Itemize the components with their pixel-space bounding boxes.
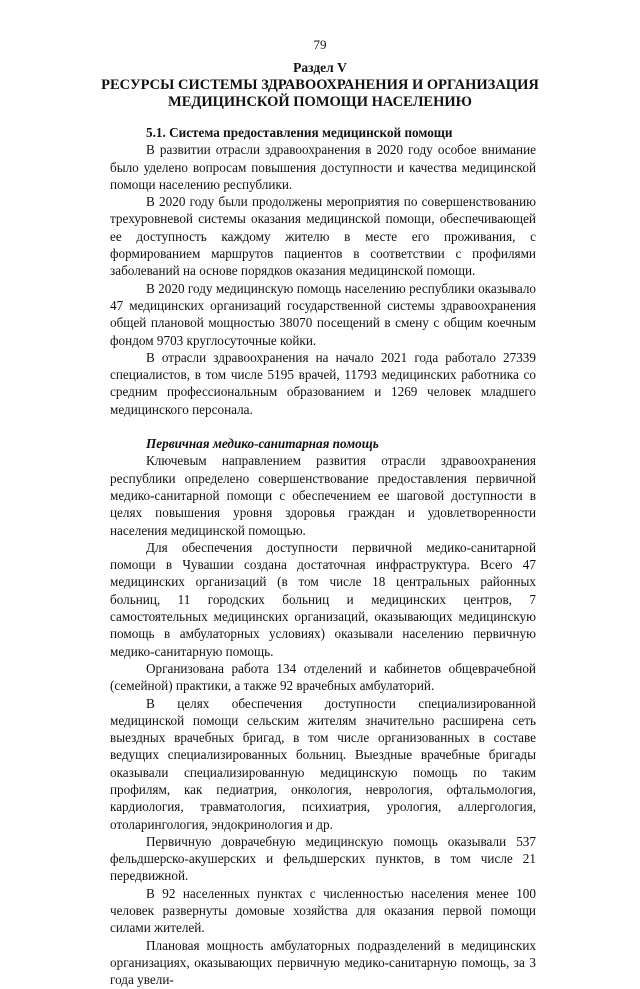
primary-care-heading: Первичная медико-санитарная помощь: [146, 436, 379, 452]
page-number: 79: [313, 37, 327, 52]
subsection-heading: 5.1. Система предоставления медицинской помощи: [146, 125, 453, 140]
paragraph: В 2020 году медицинскую помощь населению республики оказывало 47 медицинских организаций государственной системы здравоохранения общей плановой мощностью 38070 посещений в смену с общим коечным фондом 9703 круглосуточные койки.: [110, 280, 536, 348]
paragraph: Плановая мощность амбулаторных подразделений в медицинских организациях, оказывающих первичную медико-санитарную помощь, за 3 года увели-: [110, 937, 536, 988]
paragraph: В 92 населенных пунктах с численностью населения менее 100 человек развернуты домовые хозяйства для оказания первой помощи силами жителей.: [110, 885, 536, 936]
paragraph: Организована работа 134 отделений и кабинетов общеврачебной (семейной) практики, а также 92 врачебных амбулаторий.: [110, 660, 536, 694]
paragraph: В отрасли здравоохранения на начало 2021 года работало 27339 специалистов, в том числе 5195 врачей, 11793 медицинских работника со средним профессиональным образованием и 1269 человек младшего медицинского персонала.: [110, 349, 536, 417]
paragraph: Ключевым направлением развития отрасли здравоохранения республики определено совершенствование предоставления первичной медико-санитарной помощи с обеспечением ее шаговой доступности в целях повышения уровня здоровья граждан и удовлетворенности населения медицинской помощью.: [110, 453, 536, 538]
section-label: Раздел V: [293, 60, 347, 75]
paragraph: Первичную доврачебную медицинскую помощь оказывали 537 фельдшерско-акушерских и фельдшерских пунктов, в том числе 21 передвижной.: [110, 833, 536, 884]
paragraph: В 2020 году были продолжены мероприятия по совершенствованию трехуровневой системы оказания медицинской помощи, обеспечивающей ее доступность каждому жителю в месте его проживания, с формированием маршрутов пациентов в соответствии с профилями заболеваний на основе порядков оказания медицинской помощи.: [110, 194, 536, 279]
page-content: [110, 124, 536, 989]
section-title: РЕСУРСЫ СИСТЕМЫ ЗДРАВООХРАНЕНИЯ И ОРГАНИЗАЦИЯ МЕДИЦИНСКОЙ ПОМОЩИ НАСЕЛЕНИЮ: [101, 77, 539, 110]
paragraph: В развитии отрасли здравоохранения в 2020 году особое внимание было уделено вопросам повышения доступности и качества медицинской помощи населению республики.: [110, 142, 536, 192]
paragraph: В целях обеспечения доступности специализированной медицинской помощи сельским жителям значительно расширена сеть выездных врачебных бригад, в том числе организованных в составе ведущих специализированных больниц. Выездные врачебные бригады оказывали специализированную медицинскую помощь по таким профилям, как педиатрия, онкология, неврология, офтальмология, кардиология, травматология, психиатрия, урология, аллергология, отоларингология, эндокринология и др.: [110, 695, 536, 832]
paragraph: Для обеспечения доступности первичной медико-санитарной помощи в Чувашии создана достаточная инфраструктура. Всего 47 медицинских организаций (в том числе 18 центральных районных больниц, 11 городских больниц и медицинских центров, 7 самостоятельных медицинских организаций, оказывающих медицинскую помощь в амбулаторных условиях) оказывали населению первичную медико-санитарную помощь.: [110, 539, 536, 659]
